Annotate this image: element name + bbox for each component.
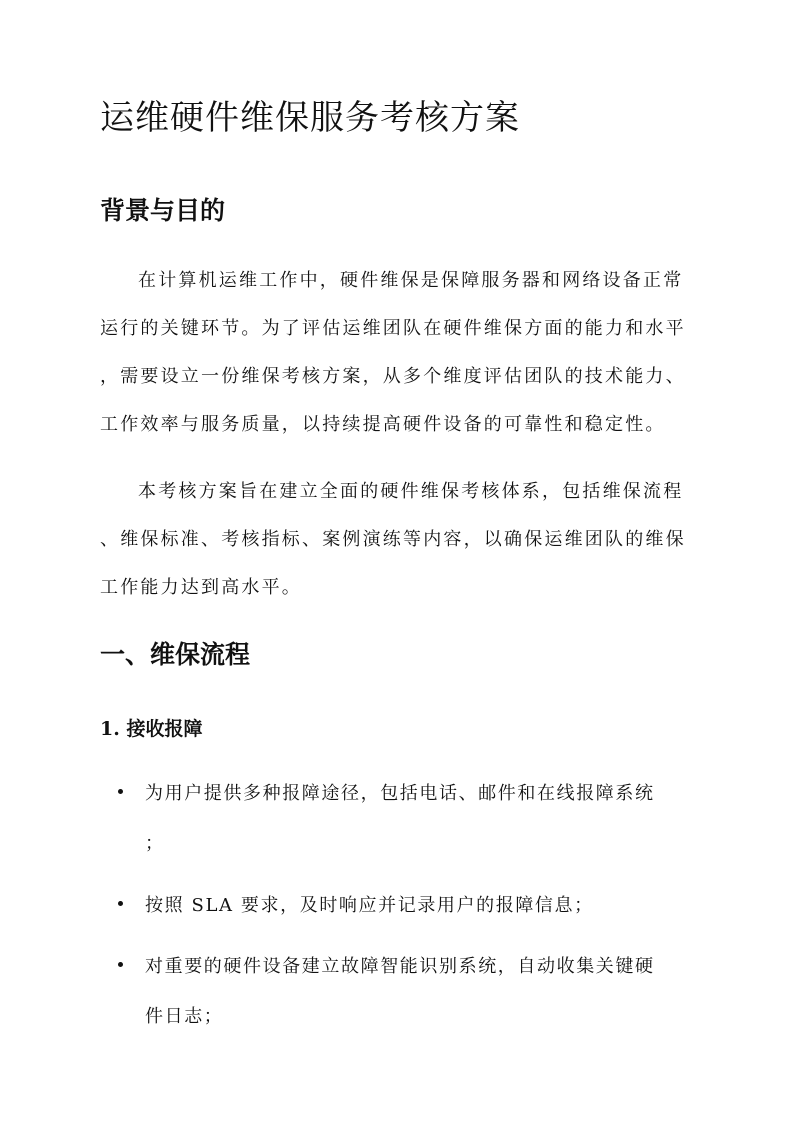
bullet-line: 对重要的硬件设备建立故障智能识别系统，自动收集关键硬 [145, 956, 655, 977]
bullet-text [145, 943, 705, 1043]
paragraph-line: ，需要设立一份维保考核方案，从多个维度评估团队的技术能力、 [100, 366, 686, 387]
bullet-line: 为用户提供多种报障途径，包括电话、邮件和在线报障系统 [145, 783, 655, 804]
paragraph-line: 本考核方案旨在建立全面的硬件维保考核体系，包括维保流程 [138, 481, 684, 502]
bullet-text [145, 770, 705, 870]
paragraph-line: 工作能力达到高水平。 [100, 577, 302, 598]
bullet-icon [118, 789, 123, 794]
document-title: 运维硬件维保服务考核方案 [100, 98, 520, 138]
bullet-icon [118, 962, 123, 967]
bullet-text [145, 882, 705, 930]
bullet-icon [118, 901, 123, 906]
bullet-line: 件日志； [145, 1006, 224, 1027]
section-heading-process: 一、维保流程 [100, 640, 251, 669]
paragraph-background-1 [100, 257, 700, 449]
paragraph-line: 、维保标准、考核指标、案例演练等内容，以确保运维团队的维保 [100, 529, 686, 550]
paragraph-line: 运行的关键环节。为了评估运维团队在硬件维保方面的能力和水平 [100, 318, 686, 339]
bullet-line: ； [145, 833, 165, 854]
subsection-heading-receive-report: 1. 接收报障 [100, 718, 203, 740]
paragraph-line: 工作效率与服务质量，以持续提高硬件设备的可靠性和稳定性。 [100, 414, 666, 435]
section-heading-background: 背景与目的 [100, 196, 226, 225]
bullet-line: 按照 SLA 要求，及时响应并记录用户的报障信息； [145, 895, 594, 916]
paragraph-background-2 [100, 468, 700, 612]
paragraph-line: 在计算机运维工作中，硬件维保是保障服务器和网络设备正常 [138, 270, 684, 291]
